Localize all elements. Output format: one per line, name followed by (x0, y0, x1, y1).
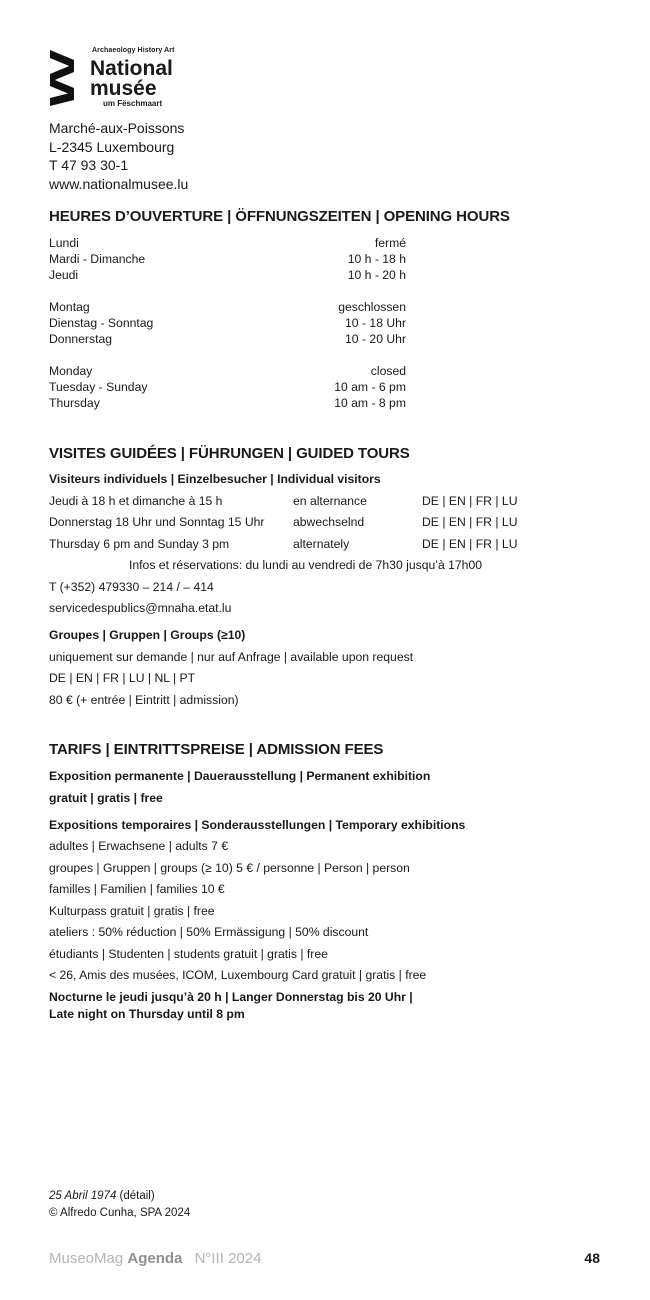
fee-line: familles | Familien | families 10 € (49, 882, 225, 896)
fee-line: étudiants | Studenten | students gratuit | gratis | free (49, 947, 328, 961)
fees-heading: TARIFS | EINTRITTSPREISE | ADMISSION FEES (49, 741, 384, 758)
hours-row: Thursday 10 am - 8 pm (49, 396, 406, 410)
tours-phone: T (+352) 479330 – 214 / – 414 (49, 580, 214, 594)
tours-groups-languages: DE | EN | FR | LU | NL | PT (49, 671, 196, 685)
hours-group-en (49, 363, 406, 411)
hours-group-fr (49, 235, 406, 283)
fees-temporary-heading: Expositions temporaires | Sonderausstellungen | Temporary exhibitions (49, 818, 466, 832)
footer-brand-section: Agenda (127, 1250, 183, 1267)
hours-row: Mardi - Dimanche 10 h - 18 h (49, 252, 406, 266)
page-number: 48 (584, 1250, 600, 1266)
address-block (49, 119, 188, 193)
fees-permanent-price: gratuit | gratis | free (49, 791, 163, 805)
photo-caption (49, 1188, 190, 1222)
address-phone: T 47 93 30-1 (49, 157, 129, 173)
hours-row: Montag geschlossen (49, 300, 406, 314)
hours-row: Monday closed (49, 364, 406, 378)
address-city: L-2345 Luxembourg (49, 138, 175, 155)
hours-table (49, 235, 406, 427)
fee-line: adultes | Erwachsene | adults 7 € (49, 839, 229, 853)
hours-row: Dienstag - Sonntag 10 - 18 Uhr (49, 316, 406, 330)
fee-line: Kulturpass gratuit | gratis | free (49, 904, 215, 918)
caption-detail: (détail) (116, 1190, 155, 1202)
fees-permanent-heading: Exposition permanente | Dauerausstellung | Permanent exhibition (49, 769, 431, 783)
tours-individual-heading: Visiteurs individuels | Einzelbesucher | Individual visitors (49, 472, 381, 486)
tours-heading: VISITES GUIDÉES | FÜHRUNGEN | GUIDED TOURS (49, 445, 410, 462)
caption-title: 25 Abril 1974 (49, 1190, 117, 1202)
logo-name-line2: musée (90, 77, 157, 100)
fee-line: groupes | Gruppen | groups (≥ 10) 5 € / personne | Person | person (49, 861, 410, 875)
fee-line: ateliers : 50% réduction | 50% Ermässigung | 50% discount (49, 925, 369, 939)
tours-booking-info: Infos et réservations: du lundi au vendredi de 7h30 jusqu’à 17h00 (129, 558, 483, 572)
hours-row: Jeudi 10 h - 20 h (49, 268, 406, 282)
hours-row: Lundi fermé (49, 236, 406, 250)
caption-credit: © Alfredo Cunha, SPA 2024 (49, 1207, 191, 1219)
hours-row: Tuesday - Sunday 10 am - 6 pm (49, 380, 406, 394)
tours-groups-price: 80 € (+ entrée | Eintritt | admission) (49, 693, 239, 707)
fees-nocturne-line1: Nocturne le jeudi jusqu’à 20 h | Langer Donnerstag bis 20 Uhr | (49, 990, 413, 1004)
hours-group-de (49, 299, 406, 347)
hours-heading: HEURES D’OUVERTURE | ÖFFNUNGSZEITEN | OPENING HOURS (49, 208, 510, 225)
address-street: Marché-aux-Poissons (49, 120, 185, 136)
tours-email[interactable]: servicedespublics@mnaha.etat.lu (49, 601, 232, 615)
logo-tagline: Archaeology History Art (92, 47, 175, 54)
museum-logo-icon (48, 48, 78, 108)
hours-row: Donnerstag 10 - 20 Uhr (49, 332, 406, 346)
footer-brand-name: MuseoMag (49, 1250, 124, 1267)
logo-name-line3: um Fëschmaart (103, 99, 163, 108)
fees-nocturne-line2: Late night on Thursday until 8 pm (49, 1007, 245, 1021)
tours-groups-heading: Groupes | Gruppen | Groups (≥10) (49, 628, 246, 642)
footer-brand (49, 1250, 261, 1267)
logo-name-line1: National (90, 57, 173, 80)
fee-line: < 26, Amis des musées, ICOM, Luxembourg Card gratuit | gratis | free (49, 968, 427, 982)
footer-issue: N°III 2024 (194, 1250, 262, 1267)
address-website[interactable]: www.nationalmusee.lu (49, 175, 189, 192)
tours-groups-request: uniquement sur demande | nur auf Anfrage | available upon request (49, 650, 414, 664)
